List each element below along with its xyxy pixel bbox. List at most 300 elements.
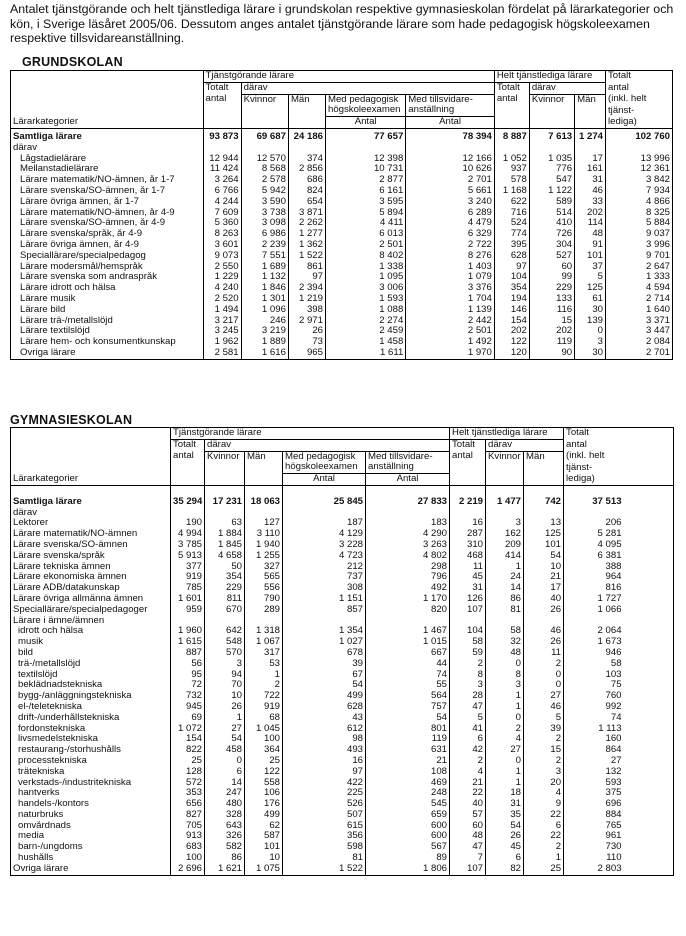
row-label: beklädnadstekniska: [18, 680, 103, 691]
row-value: 108: [366, 767, 450, 778]
header-hogskoleexamen: högskoleexamen: [325, 105, 405, 116]
row-value: 26: [288, 326, 325, 337]
row-value: 1 132: [241, 272, 288, 283]
row-value: 26: [524, 605, 564, 616]
row-value: 91: [575, 240, 606, 251]
row-value: 4 129: [283, 529, 366, 540]
row-value: 4 095: [564, 540, 624, 551]
table-row: [11, 842, 674, 853]
header-antal: antal: [564, 439, 624, 451]
row-value: 2 550: [203, 262, 241, 273]
table-cell: [575, 143, 606, 154]
row-value: 1 889: [241, 337, 288, 348]
row-value: 1: [524, 853, 564, 864]
table-cell: [624, 680, 674, 691]
row-value: 126: [450, 594, 486, 605]
header-cell: [624, 474, 674, 486]
row-value: 4 244: [203, 197, 241, 208]
row-value: 1 045: [245, 724, 283, 735]
row-value: 801: [366, 724, 450, 735]
row-value: 289: [245, 605, 283, 616]
table-cell: [205, 485, 245, 496]
row-value: 43: [283, 713, 366, 724]
table-cell: [205, 508, 245, 519]
row-label: därav: [13, 142, 37, 153]
row-value: 722: [245, 691, 283, 702]
row-value: 26: [205, 702, 245, 713]
row-value: 8: [450, 670, 486, 681]
row-value: 964: [564, 572, 624, 583]
row-value: 125: [575, 283, 606, 294]
row-value: 3: [205, 659, 245, 670]
row-value: 0: [524, 680, 564, 691]
row-value: 737: [283, 572, 366, 583]
row-value: 1 640: [606, 305, 673, 316]
header-till-antal: Antal: [366, 474, 450, 486]
row-value: 493: [283, 745, 366, 756]
row-value: 683: [171, 842, 205, 853]
row-value: 154: [494, 316, 529, 327]
row-value: 33: [575, 197, 606, 208]
row-value: 2 647: [606, 262, 673, 273]
table-cell: [245, 485, 283, 496]
table-row: [11, 326, 673, 337]
header-ped-antal: Antal: [283, 474, 366, 486]
header-ledig-totalt: Totalt: [450, 439, 486, 451]
row-value: 790: [245, 594, 283, 605]
table-row: [11, 572, 674, 583]
row-value: 3 601: [203, 240, 241, 251]
row-label: Lågstadielärare: [20, 153, 87, 164]
table-row: [11, 540, 674, 551]
table-cell: [205, 616, 245, 627]
row-value: 816: [564, 583, 624, 594]
row-value: 3 110: [245, 529, 283, 540]
row-value: 8 276: [406, 251, 495, 262]
row-value: 1 522: [288, 251, 325, 262]
row-value: 1 277: [288, 229, 325, 240]
row-value: 4 594: [606, 283, 673, 294]
row-label: Samtliga lärare: [13, 131, 82, 142]
row-value: 422: [283, 778, 366, 789]
row-value: 1 072: [171, 724, 205, 735]
row-value: 3 590: [241, 197, 288, 208]
table-gymnasieskolan: [10, 427, 674, 876]
row-value: 1 113: [564, 724, 624, 735]
header-cell: [624, 451, 674, 462]
table-row: [11, 218, 673, 229]
row-value: 3 263: [366, 540, 450, 551]
table-row: [11, 734, 674, 745]
row-value: 919: [245, 702, 283, 713]
row-value: 7 609: [203, 208, 241, 219]
row-value: 356: [283, 831, 366, 842]
header-cell: [203, 117, 241, 129]
row-value: 3: [524, 767, 564, 778]
header-cell: [11, 82, 204, 94]
row-value: 548: [205, 637, 245, 648]
header-cell: [245, 474, 283, 486]
row-value: 824: [288, 186, 325, 197]
row-value: 593: [564, 778, 624, 789]
row-value: 937: [494, 164, 529, 175]
row-value: 3 264: [203, 175, 241, 186]
row-value: 11: [524, 648, 564, 659]
header-tillsvidare: Med tillsvidare-: [366, 451, 450, 462]
row-value: 414: [486, 551, 524, 562]
row-value: 507: [283, 810, 366, 821]
header-antal: antal: [203, 94, 241, 105]
row-value: 3 371: [606, 316, 673, 327]
row-label: trä-/metallslöjd: [18, 658, 81, 669]
row-value: 1 255: [245, 551, 283, 562]
row-value: 60: [529, 262, 574, 273]
row-value: 110: [564, 853, 624, 864]
row-label: Lärare svenska/SO-ämnen, år 1-7: [20, 185, 166, 196]
row-value: 62: [245, 821, 283, 832]
row-value: 2 578: [241, 175, 288, 186]
table-row: [11, 680, 674, 691]
row-value: 10: [205, 691, 245, 702]
row-value: 3: [486, 518, 524, 529]
table-cell: [624, 713, 674, 724]
table-row: [11, 262, 673, 273]
table-row: [11, 713, 674, 724]
row-value: 2 696: [171, 864, 205, 875]
header-inkl: (inkl. helt: [606, 94, 673, 105]
row-value: 1: [486, 562, 524, 573]
table-row: [11, 272, 673, 283]
row-value: 2 501: [406, 326, 495, 337]
row-label: drift-/underhållstekniska: [18, 712, 120, 723]
header-row: [11, 117, 673, 129]
row-value: 1 615: [171, 637, 205, 648]
row-label: Lärare svenska som andraspråk: [20, 272, 158, 283]
row-value: 827: [171, 810, 205, 821]
row-value: 9 073: [203, 251, 241, 262]
row-value: 7 613: [529, 132, 574, 143]
header-pedagogisk: Med pedagogisk: [325, 94, 405, 105]
row-label: media: [18, 831, 45, 842]
row-value: 582: [205, 842, 245, 853]
header-ledig-man: Män: [575, 94, 606, 105]
table-cell: [624, 810, 674, 821]
row-value: 55: [366, 680, 450, 691]
row-value: 13 996: [606, 154, 673, 165]
row-value: 654: [288, 197, 325, 208]
row-value: 1 962: [203, 337, 241, 348]
row-value: 54: [524, 551, 564, 562]
row-value: 492: [366, 583, 450, 594]
row-value: 1 035: [529, 154, 574, 165]
row-value: 6 161: [325, 186, 405, 197]
row-value: 5: [575, 272, 606, 283]
row-value: 132: [564, 767, 624, 778]
row-value: 54: [205, 734, 245, 745]
row-value: 100: [171, 853, 205, 864]
row-value: 183: [366, 518, 450, 529]
row-value: 1 052: [494, 154, 529, 165]
row-value: 1: [486, 767, 524, 778]
table-row: [11, 659, 674, 670]
row-value: 811: [205, 594, 245, 605]
header-cell: [494, 117, 529, 129]
row-value: 946: [564, 648, 624, 659]
header-cell: [11, 439, 171, 451]
row-value: 4 479: [406, 218, 495, 229]
row-label: bygg-/anläggningstekniska: [18, 691, 132, 702]
header-row: [11, 474, 674, 486]
row-value: 15: [529, 316, 574, 327]
row-value: 120: [494, 348, 529, 359]
row-value: 1 168: [494, 186, 529, 197]
row-value: 74: [564, 713, 624, 724]
row-value: 3 245: [203, 326, 241, 337]
row-value: 2 971: [288, 316, 325, 327]
table-cell: [171, 616, 205, 627]
row-value: 480: [205, 799, 245, 810]
row-value: 8 568: [241, 164, 288, 175]
row-value: 1 362: [288, 240, 325, 251]
row-label: Lärare svenska/språk: [13, 550, 105, 561]
row-value: 58: [486, 626, 524, 637]
row-value: 11 424: [203, 164, 241, 175]
row-value: 46: [524, 702, 564, 713]
row-value: 8 887: [494, 132, 529, 143]
row-value: 6 329: [406, 229, 495, 240]
table-cell: [624, 626, 674, 637]
row-value: 375: [564, 788, 624, 799]
row-value: 628: [283, 702, 366, 713]
row-value: 25 845: [283, 497, 366, 508]
table-cell: [406, 143, 495, 154]
row-value: 5 661: [406, 186, 495, 197]
row-value: 0: [486, 713, 524, 724]
table-cell: [624, 616, 674, 627]
row-value: 1 229: [203, 272, 241, 283]
row-label: fordonstekniska: [18, 723, 86, 734]
table-cell: [624, 605, 674, 616]
row-value: 37 513: [564, 497, 624, 508]
table-row: [11, 788, 674, 799]
row-value: 45: [486, 842, 524, 853]
row-value: 60: [450, 821, 486, 832]
table-row: [11, 294, 673, 305]
row-value: 21: [524, 572, 564, 583]
header-cell: [288, 105, 325, 116]
table-cell: [624, 485, 674, 496]
table-cell: [624, 842, 674, 853]
row-value: 2 856: [288, 164, 325, 175]
row-label: Lärare hem- och konsumentkunskap: [20, 337, 176, 348]
row-value: 154: [171, 734, 205, 745]
table-row: [11, 551, 674, 562]
table-cell: [606, 143, 673, 154]
row-value: 4: [450, 767, 486, 778]
row-value: 765: [564, 821, 624, 832]
row-value: 678: [283, 648, 366, 659]
row-value: 2: [524, 756, 564, 767]
row-value: 8 402: [325, 251, 405, 262]
header-antal: antal: [171, 451, 205, 462]
row-value: 6 289: [406, 208, 495, 219]
header-cell: [11, 462, 171, 473]
header-row: [11, 94, 673, 105]
row-value: 1 301: [241, 294, 288, 305]
row-value: 18: [486, 788, 524, 799]
header-tjanstlediga: Helt tjänstlediga lärare: [450, 428, 564, 440]
row-value: 17: [575, 154, 606, 165]
row-value: 68: [245, 713, 283, 724]
header-cell: [524, 474, 564, 486]
table-cell: [450, 485, 486, 496]
row-value: 15: [524, 745, 564, 756]
row-value: 364: [245, 745, 283, 756]
table-cell: [450, 508, 486, 519]
row-value: 0: [486, 756, 524, 767]
row-value: 1 403: [406, 262, 495, 273]
row-value: 6: [486, 853, 524, 864]
table-cell: [529, 143, 574, 154]
row-value: 589: [529, 197, 574, 208]
row-label: därav: [13, 507, 37, 518]
header-cell: [171, 462, 205, 473]
row-label: Lärare matematik/NO-ämnen, år 4-9: [20, 207, 175, 218]
row-value: 558: [245, 778, 283, 789]
row-value: 81: [283, 853, 366, 864]
row-value: 499: [245, 810, 283, 821]
row-label: naturbruks: [18, 809, 64, 820]
row-value: 13: [524, 518, 564, 529]
row-value: 643: [205, 821, 245, 832]
row-value: 327: [245, 562, 283, 573]
row-value: 1 151: [283, 594, 366, 605]
table-row: [11, 605, 674, 616]
row-value: 686: [288, 175, 325, 186]
row-value: 1 727: [564, 594, 624, 605]
row-value: 24: [486, 572, 524, 583]
table-row: [11, 164, 673, 175]
table-cell: [494, 143, 529, 154]
header-tjanstlediga: Helt tjänstlediga lärare: [494, 71, 605, 83]
row-value: 2 581: [203, 348, 241, 359]
row-value: 1 522: [283, 864, 366, 875]
row-value: 139: [575, 316, 606, 327]
row-value: 161: [575, 164, 606, 175]
table-cell: [624, 670, 674, 681]
header-cell: [11, 71, 204, 83]
row-label: hushålls: [18, 853, 54, 864]
row-value: 104: [450, 626, 486, 637]
row-label: processtekniska: [18, 755, 87, 766]
row-label: Lärare tekniska ämnen: [13, 561, 111, 572]
header-ledig-darav: därav: [486, 439, 564, 451]
header-antal: antal: [606, 82, 673, 94]
row-value: 2 501: [325, 240, 405, 251]
table-row: [11, 229, 673, 240]
table-cell: [624, 788, 674, 799]
header-cell: [624, 439, 674, 451]
row-value: 246: [241, 316, 288, 327]
row-label: Lärare ADB/datakunskap: [13, 583, 120, 594]
table-cell: [624, 583, 674, 594]
row-value: 70: [205, 680, 245, 691]
row-label: Lärare svenska/SO-ämnen: [13, 539, 128, 550]
header-ledig-kvinnor: Kvinnor: [529, 94, 574, 105]
row-value: 6 381: [564, 551, 624, 562]
row-value: 1 621: [205, 864, 245, 875]
table-row: [11, 864, 674, 875]
header-tjanst: tjänst-: [564, 462, 624, 473]
row-value: 77 657: [325, 132, 405, 143]
table-cell: [624, 756, 674, 767]
row-label: Lärare bild: [20, 304, 66, 315]
row-value: 395: [494, 240, 529, 251]
header-inkl: (inkl. helt: [564, 451, 624, 462]
row-value: 3 447: [606, 326, 673, 337]
row-value: 887: [171, 648, 205, 659]
row-value: 1 689: [241, 262, 288, 273]
row-value: 374: [288, 154, 325, 165]
row-value: 48: [450, 831, 486, 842]
header-till-antal: Antal: [406, 117, 495, 129]
row-label: omvårdnads: [18, 820, 71, 831]
row-value: 310: [450, 540, 486, 551]
table-row: [11, 810, 674, 821]
header-totalt-antal: Totalt: [171, 439, 205, 451]
table-cell: [624, 691, 674, 702]
header-tjanst: tjänst-: [606, 105, 673, 116]
row-label: Lärare övriga ämnen, år 4-9: [20, 239, 139, 250]
row-value: 22: [524, 831, 564, 842]
table-cell: [283, 508, 366, 519]
table-cell: [366, 508, 450, 519]
header-row: [11, 428, 674, 440]
row-value: 884: [564, 810, 624, 821]
row-value: 857: [283, 605, 366, 616]
row-value: 499: [283, 691, 366, 702]
row-label: Lärare modersmål/hemspråk: [20, 261, 143, 272]
table-row: [11, 154, 673, 165]
row-value: 965: [288, 348, 325, 359]
row-value: 567: [366, 842, 450, 853]
table-row: [11, 853, 674, 864]
header-ledig-kvinnor: Kvinnor: [486, 451, 524, 462]
table-cell: [325, 143, 405, 154]
header-totalt: Totalt: [606, 71, 673, 83]
table-cell: [624, 637, 674, 648]
row-label: el-/teletekniska: [18, 701, 82, 712]
row-value: 97: [283, 767, 366, 778]
row-value: 54: [283, 680, 366, 691]
header-cell: [11, 428, 171, 440]
row-value: 4: [524, 788, 564, 799]
row-value: 1 027: [283, 637, 366, 648]
header-cell: [575, 105, 606, 116]
row-value: 919: [171, 572, 205, 583]
row-label: Speciallärare/specialpedagoger: [13, 604, 148, 615]
row-value: 40: [450, 799, 486, 810]
table-cell: [524, 508, 564, 519]
row-value: 1: [486, 778, 524, 789]
row-value: 46: [575, 186, 606, 197]
row-label: Lärare matematik/NO-ämnen: [13, 529, 138, 540]
row-value: 116: [529, 305, 574, 316]
row-value: 742: [524, 497, 564, 508]
row-value: 176: [245, 799, 283, 810]
row-value: 600: [366, 831, 450, 842]
table-cell: [624, 778, 674, 789]
